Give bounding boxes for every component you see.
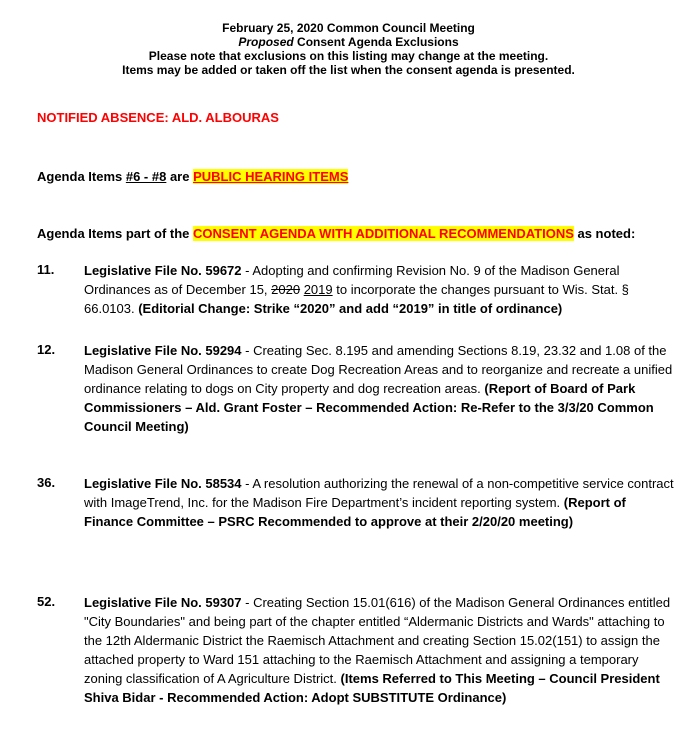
consent-prefix: Agenda Items part of the xyxy=(37,226,194,241)
item-description: - Adopting and confirming Revision No. 9 of the Madison General Ordinances as of December 15, xyxy=(84,263,620,297)
header-line-2 xyxy=(0,35,697,49)
header-line-2-rest: Consent Agenda Exclusions xyxy=(293,35,459,49)
consent-highlight: CONSENT AGENDA WITH ADDITIONAL RECOMMENDATIONS xyxy=(193,226,574,241)
public-hearing-line xyxy=(37,169,348,184)
agenda-item xyxy=(84,593,674,707)
item-number: 36. xyxy=(37,475,56,490)
item-note: (Items Referred to This Meeting – Council President Shiva Bidar - Recommended Action: Adopt SUBSTITUTE Ordinance) xyxy=(84,671,660,705)
item-description: - Creating Section 15.01(616) of the Madison General Ordinances entitled "City Boundaries" and being part of the chapter entitled “Aldermanic Districts and Wards" attaching to the 12th Aldermanic District the Raemisch Attachment and creating Section 15.02(151) to assign the attached property to Ward 151 attaching to the Raemisch Attachment and assigning a temporary zoning classification of A Agriculture District. xyxy=(84,595,671,686)
public-hearing-mid: are xyxy=(166,169,194,184)
item-note: (Report of Board of Park Commissioners – Ald. Grant Foster – Recommended Action: Re-Refer to the 3/3/20 Common Council Meeting) xyxy=(84,381,654,434)
notified-absence: NOTIFIED ABSENCE: ALD. ALBOURAS xyxy=(37,110,279,125)
agenda-item xyxy=(84,261,674,318)
item-note: (Report of Finance Committee – PSRC Recommended to approve at their 2/20/20 meeting) xyxy=(84,495,626,529)
item-description-cont: to incorporate the changes pursuant to Wis. Stat. § 66.0103. xyxy=(84,282,629,316)
consent-suffix: as noted: xyxy=(573,226,636,241)
header-proposed: Proposed xyxy=(238,35,294,49)
public-hearing-prefix: Agenda Items xyxy=(37,169,126,184)
underlined-text: 2019 xyxy=(303,282,333,297)
item-number: 12. xyxy=(37,342,56,357)
item-note: (Editorial Change: Strike “2020” and add “2019” in title of ordinance) xyxy=(138,301,563,316)
item-number: 52. xyxy=(37,594,56,609)
item-description: - Creating Sec. 8.195 and amending Sections 8.19, 23.32 and 1.08 of the Madison General Ordinances to create Dog Recreation Areas and to reorganize and recreate a unified ordinance relating to dogs on City property and dog recreation areas. xyxy=(84,343,673,396)
header-line-3: Please note that exclusions on this listing may change at the meeting. xyxy=(148,49,549,63)
agenda-item xyxy=(84,474,674,531)
header-line-1: February 25, 2020 Common Council Meeting xyxy=(222,21,475,35)
public-hearing-items: #6 - #8 xyxy=(125,169,167,184)
item-description: - A resolution authorizing the renewal of a non-competitive service contract with ImageTrend, Inc. for the Madison Fire Department’s incident reporting system. xyxy=(84,476,674,510)
consent-agenda-line xyxy=(37,226,635,241)
header-line-4: Items may be added or taken off the list when the consent agenda is presented. xyxy=(122,63,575,77)
item-number: 11. xyxy=(37,262,55,277)
agenda-item xyxy=(84,341,674,436)
legislative-file-label: Legislative File No. 59294 xyxy=(84,343,242,358)
public-hearing-highlight: PUBLIC HEARING ITEMS xyxy=(193,169,349,184)
legislative-file-label: Legislative File No. 59672 xyxy=(84,263,242,278)
struck-text: 2020 xyxy=(271,282,301,297)
legislative-file-label: Legislative File No. 58534 xyxy=(84,476,242,491)
legislative-file-label: Legislative File No. 59307 xyxy=(84,595,242,610)
